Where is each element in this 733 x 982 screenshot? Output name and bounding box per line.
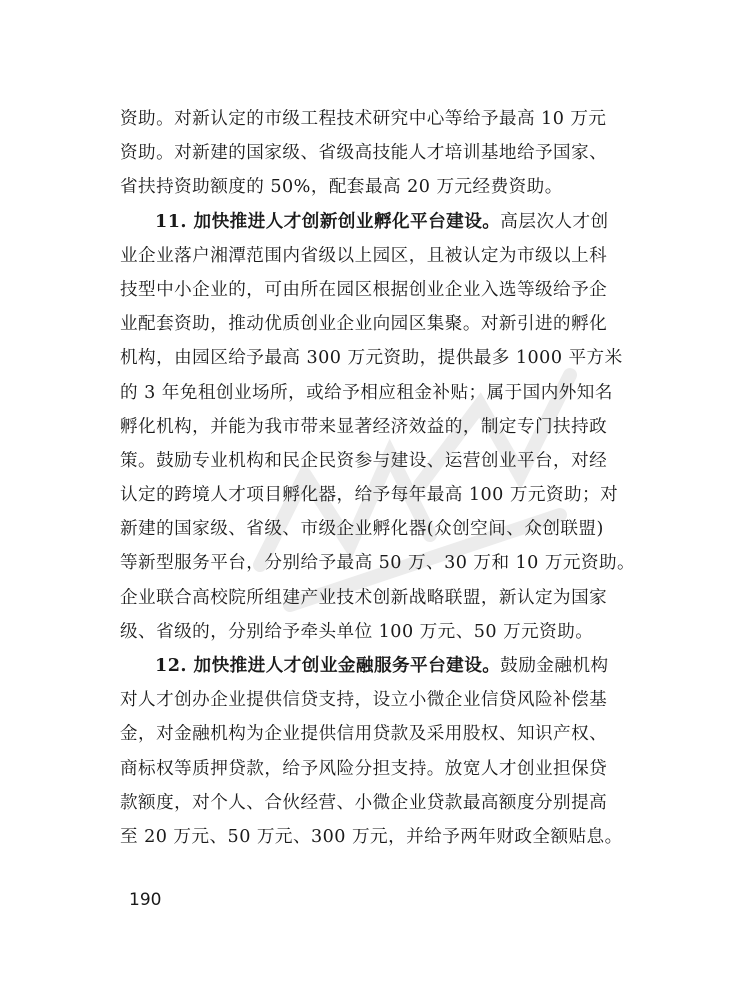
page-number: 190 <box>129 890 162 910</box>
text-line: 策。鼓励专业机构和民企民资参与建设、运营创业平台，对经 <box>120 450 608 471</box>
text-line: 资助。对新认定的市级工程技术研究中心等给予最高 10 万元 <box>120 109 607 129</box>
text-line: 业企业落户湘潭范围内省级以上园区，且被认定为市级以上科 <box>120 245 608 266</box>
item-11-first-line-rest: 高层次人才创 <box>500 211 609 232</box>
item-11-heading: 11. 加快推进人才创新创业孵化平台建设。 <box>155 210 501 232</box>
text-line: 款额度，对个人、合伙经营、小微企业贷款最高额度分别提高 <box>120 792 608 813</box>
text-line: 商标权等质押贷款，给予风险分担支持。放宽人才创业担保贷 <box>120 758 608 779</box>
text-line: 资助。对新建的国家级、省级高技能人才培训基地给予国家、 <box>120 143 608 164</box>
item-12-first-line-rest: 鼓励金融机构 <box>500 656 609 676</box>
item-11-first-line <box>120 205 620 239</box>
item-12-first-line <box>120 649 620 683</box>
text-line: 等新型服务平台，分别给予最高 50 万、30 万和 10 万元资助。 <box>120 553 636 574</box>
text-line: 认定的跨境人才项目孵化器，给予每年最高 100 万元资助；对 <box>120 485 619 506</box>
text-line: 企业联合高校院所组建产业技术创新战略联盟，新认定为国家 <box>120 587 608 608</box>
text-line: 孵化机构，并能为我市带来显著经济效益的，制定专门扶持政 <box>120 416 608 437</box>
text-line: 新建的国家级、省级、市级企业孵化器(众创空间、众创联盟) <box>120 519 604 540</box>
text-line: 省扶持资助额度的 50%，配套最高 20 万元经费资助。 <box>120 177 563 198</box>
text-line: 级、省级的，分别给予牵头单位 100 万元、50 万元资助。 <box>120 621 594 642</box>
text-line: 金，对金融机构为企业提供信用贷款及采用股权、知识产权、 <box>120 724 608 745</box>
text-line: 对人才创办企业提供信贷支持，设立小微企业信贷风险补偿基 <box>120 690 608 711</box>
text-line: 业配套资助，推动优质创业企业向园区集聚。对新引进的孵化 <box>120 314 608 335</box>
text-line: 机构，由园区给予最高 300 万元资助，提供最多 1000 平方米 <box>120 348 623 369</box>
text-line: 技型中小企业的，可由所在园区根据创业企业入选等级给予企 <box>120 279 608 300</box>
body-text <box>120 102 636 854</box>
item-12-heading: 12. 加快推进人才创业金融服务平台建设。 <box>155 655 501 676</box>
text-line: 的 3 年免租创业场所，或给予相应租金补贴；属于国内外知名 <box>120 382 613 403</box>
text-line: 至 20 万元、50 万元、300 万元，并给予两年财政全额贴息。 <box>120 826 623 847</box>
